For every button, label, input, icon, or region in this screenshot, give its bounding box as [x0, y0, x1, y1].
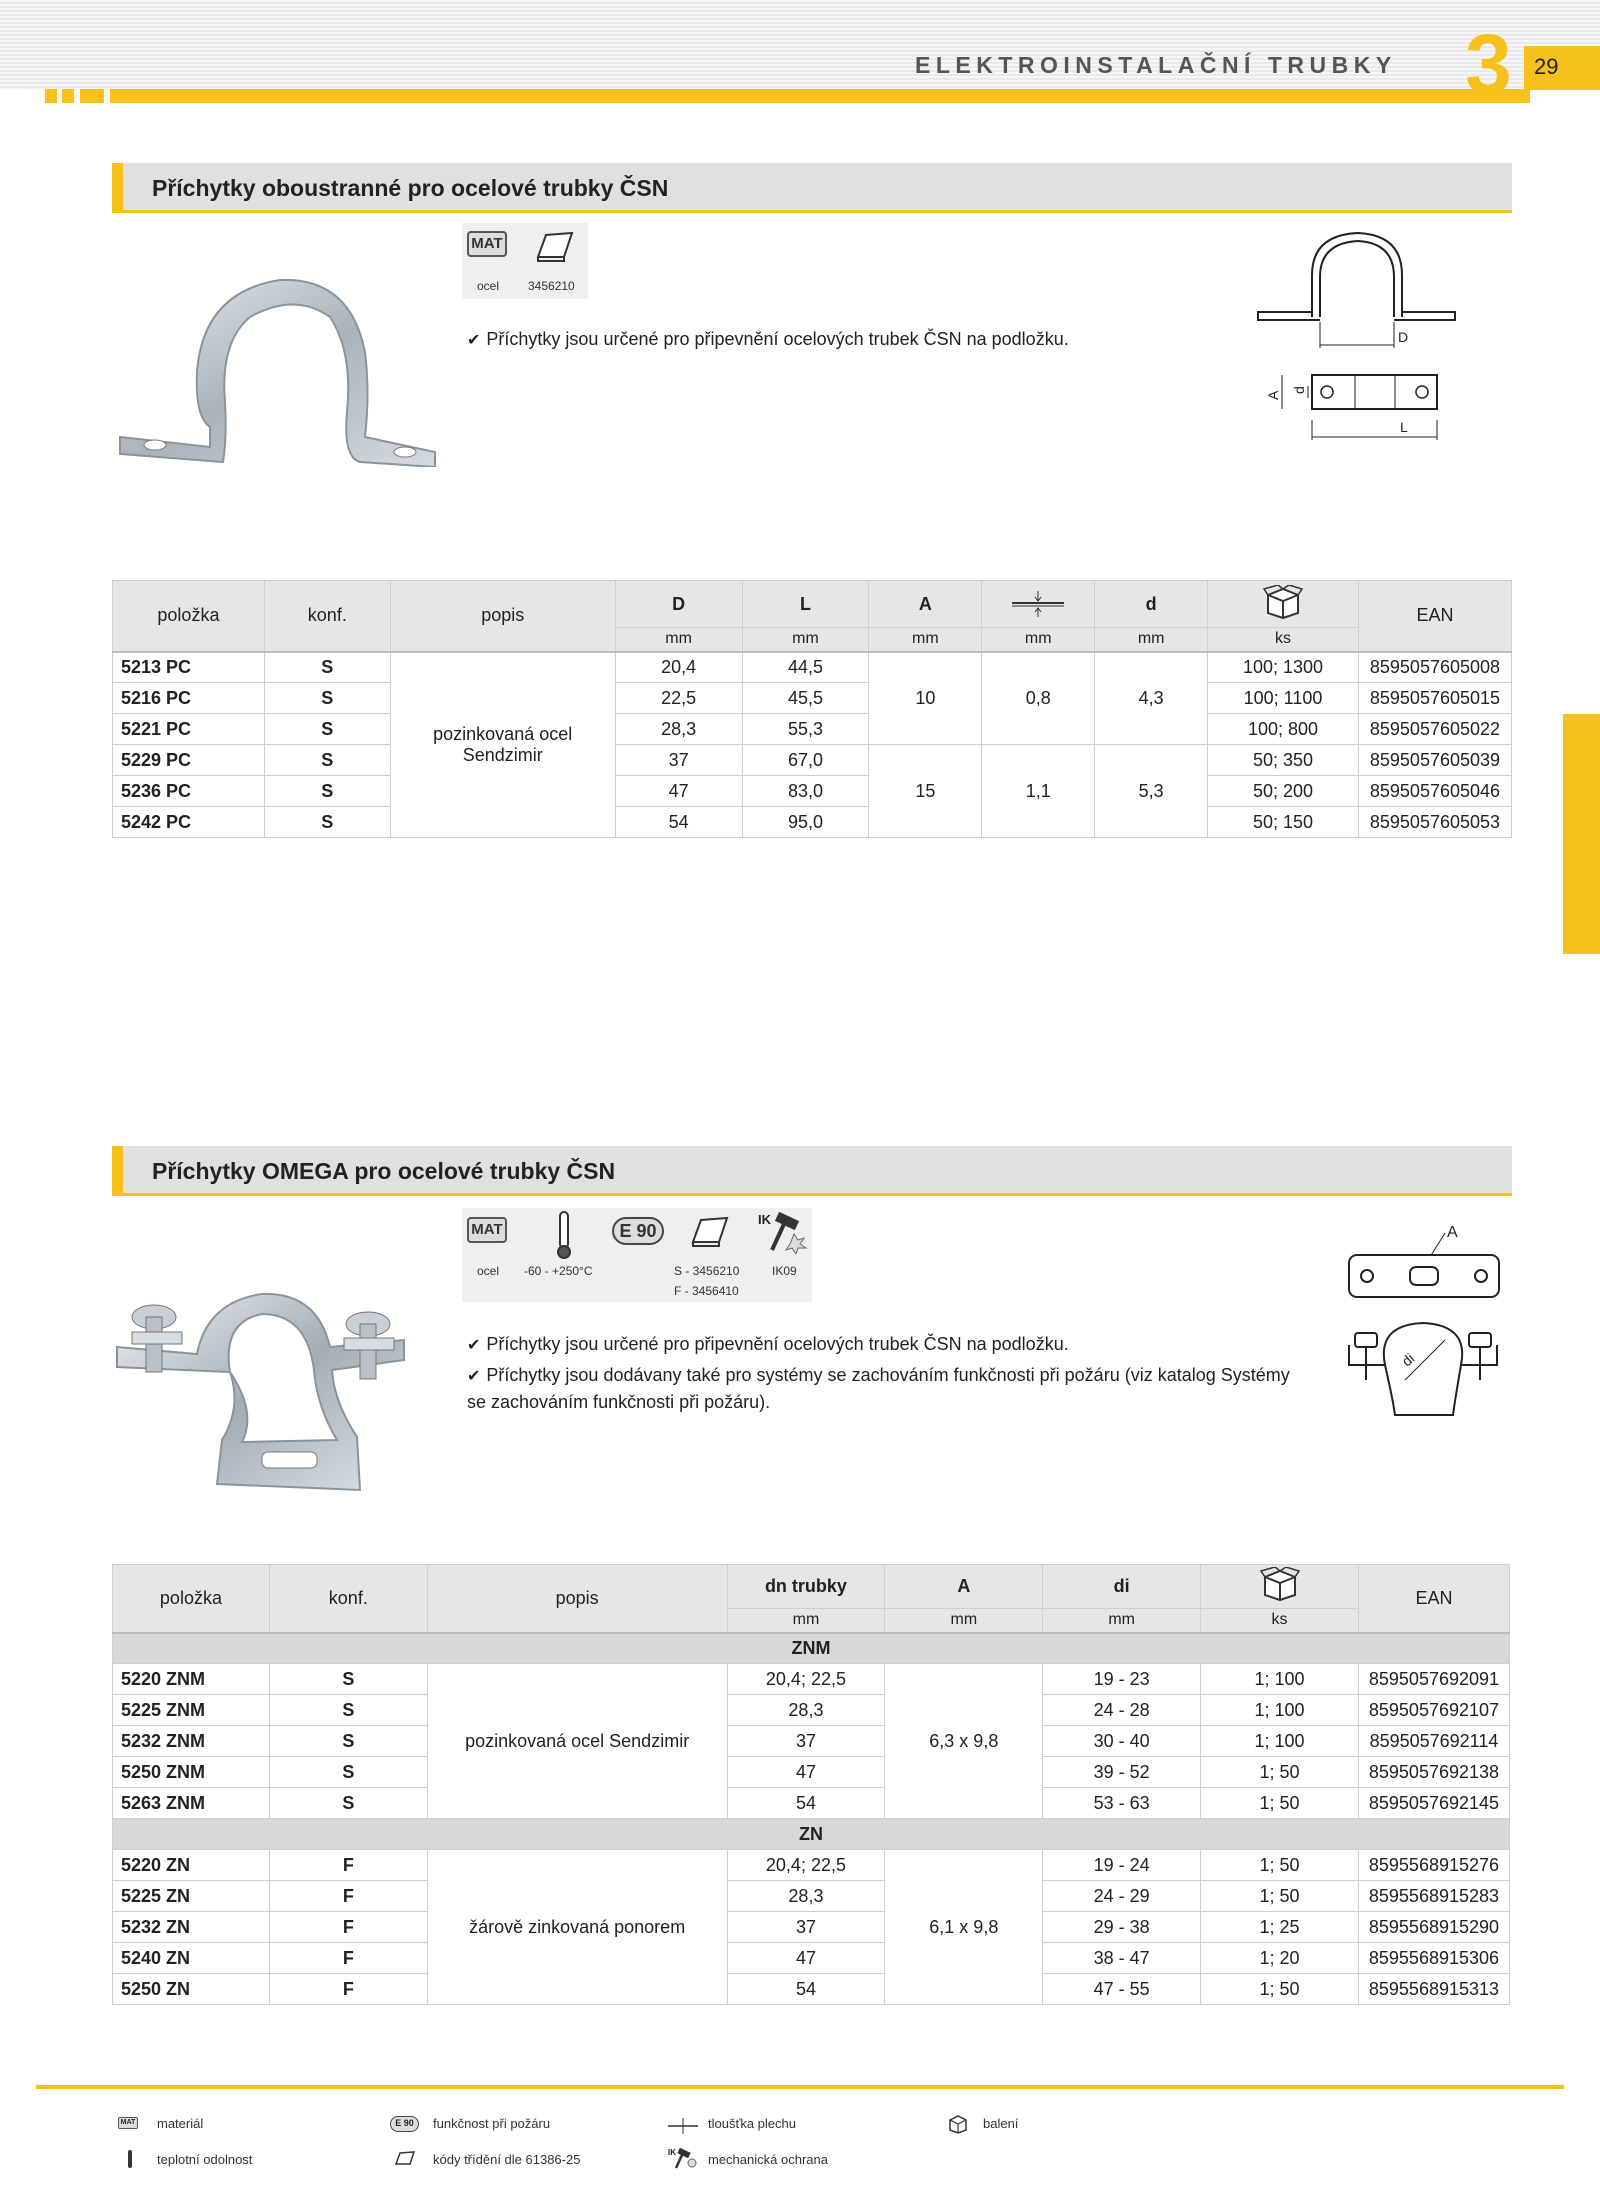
page-title: ELEKTROINSTALAČNÍ TRUBKY: [915, 52, 1397, 78]
unit-label: mm: [727, 1609, 885, 1633]
omega-dimension-drawing: [1335, 1215, 1510, 1425]
svg-text:A: A: [1447, 1224, 1458, 1241]
table-row: 5236 PC S 47 83,0 50; 200 8595057605046: [113, 776, 1512, 807]
codes-value: F - 3456410: [674, 1284, 739, 1298]
unit-label: mm: [742, 628, 869, 652]
col-header: di: [1043, 1565, 1201, 1609]
unit-label: ks: [1208, 628, 1359, 652]
description-cell: pozinkovaná ocel Sendzimir: [390, 652, 615, 838]
chapter-side-tab: [1563, 714, 1600, 954]
description-cell: žárově zinkovaná ponorem: [427, 1850, 727, 2005]
col-header: položka: [113, 1565, 270, 1633]
package-icon: [1208, 581, 1359, 628]
svg-text:IK: IK: [668, 2148, 676, 2157]
section-header: [112, 1146, 1512, 1196]
codes-value: 3456210: [528, 279, 575, 293]
col-header: A: [869, 581, 982, 628]
chapter-number: 3: [1465, 17, 1512, 111]
material-value: ocel: [477, 279, 500, 293]
table-row: 5221 PC S 28,3 55,3 100; 800 8595057605022: [113, 714, 1512, 745]
header-rule: [110, 89, 1530, 103]
impact-hammer-icon: [758, 1210, 810, 1254]
svg-text:A: A: [1265, 390, 1281, 400]
header-dash: [80, 89, 104, 103]
fire-resistance-icon: E 90: [390, 2116, 419, 2132]
col-header: A: [885, 1565, 1043, 1609]
dimension-drawing: [1240, 220, 1500, 440]
material-icon: MAT: [118, 2117, 138, 2129]
package-icon: [947, 2114, 969, 2134]
table-row: 5213 PC S pozinkovaná ocel Sendzimir 20,4 44,5 10 0,8 4,3 100; 1300 8595057605008: [113, 652, 1512, 683]
svg-text:di: di: [1398, 1350, 1418, 1370]
svg-text:IK: IK: [758, 1212, 771, 1227]
thickness-icon: [668, 2118, 698, 2134]
legend-fire: funkčnost při požáru: [433, 2116, 551, 2131]
section-header: [112, 163, 1512, 213]
table-row: 5232 ZNM S 37 30 - 40 1; 100 8595057692114: [113, 1726, 1510, 1757]
legend-material: materiál: [157, 2116, 204, 2131]
unit-label: mm: [982, 628, 1095, 652]
package-icon: [1201, 1565, 1359, 1609]
col-header: popis: [390, 581, 615, 652]
material-icon: MAT: [467, 231, 507, 257]
col-header: d: [1095, 581, 1208, 628]
table-row: 5220 ZNM S pozinkovaná ocel Sendzimir 20,4; 22,5 6,3 x 9,8 19 - 23 1; 100 8595057692091: [113, 1664, 1510, 1695]
codes-icon: [532, 227, 576, 265]
legend-packaging: balení: [983, 2116, 1019, 2131]
legend-thickness: tloušťka plechu: [708, 2116, 796, 2131]
col-header: dn trubky: [727, 1565, 885, 1609]
col-header: popis: [427, 1565, 727, 1633]
col-header: EAN: [1358, 1565, 1509, 1633]
description-cell: pozinkovaná ocel Sendzimir: [427, 1664, 727, 1819]
unit-label: mm: [1095, 628, 1208, 652]
header-dash: [62, 89, 74, 103]
product-table: [112, 1564, 1510, 2005]
table-row: 5240 ZN F 47 38 - 47 1; 20 8595568915306: [113, 1943, 1510, 1974]
unit-label: ks: [1201, 1609, 1359, 1633]
legend-temperature: teplotní odolnost: [157, 2152, 253, 2167]
legend-mechanical: mechanická ochrana: [708, 2152, 828, 2167]
page-number: 29: [1524, 46, 1600, 90]
table-row: 5263 ZNM S 54 53 - 63 1; 50 8595057692145: [113, 1788, 1510, 1819]
codes-icon: [687, 1212, 737, 1250]
feature-bullet-continuation: se zachováním funkčnosti při požáru).: [467, 1392, 771, 1412]
fire-resistance-icon: E 90: [612, 1217, 664, 1245]
unit-label: mm: [1043, 1609, 1201, 1633]
col-header: konf.: [264, 581, 390, 652]
table-row: 5225 ZNM S 28,3 24 - 28 1; 100 8595057692107: [113, 1695, 1510, 1726]
table-row: 5225 ZN F 28,3 24 - 29 1; 50 8595568915283: [113, 1881, 1510, 1912]
omega-clamp-photo: [112, 1262, 412, 1497]
thermometer-icon: [128, 2150, 132, 2168]
table-row: 5242 PC S 54 95,0 50; 150 8595057605053: [113, 807, 1512, 838]
table-row: 5232 ZN F 37 29 - 38 1; 25 8595568915290: [113, 1912, 1510, 1943]
temperature-value: -60 - +250°C: [524, 1264, 593, 1278]
table-row: 5229 PC S 37 67,0 15 1,1 5,3 50; 350 8595057605039: [113, 745, 1512, 776]
feature-bullet: ✔ Příchytky jsou určené pro připevnění ocelových trubek ČSN na podložku.: [467, 329, 1069, 349]
footer-rule: [36, 2085, 1564, 2089]
svg-text:D: D: [1398, 329, 1409, 345]
thermometer-icon: [554, 1210, 574, 1260]
header-dash: [45, 89, 57, 103]
col-header: položka: [113, 581, 265, 652]
table-row: 5216 PC S 22,5 45,5 100; 1100 8595057605015: [113, 683, 1512, 714]
legend-codes: kódy třídění dle 61386-25: [433, 2152, 581, 2167]
svg-text:L: L: [1400, 419, 1408, 435]
impact-value: IK09: [772, 1264, 797, 1278]
product-table: [112, 580, 1512, 838]
unit-label: mm: [615, 628, 742, 652]
section-title: Příchytky oboustranné pro ocelové trubky ČSN: [152, 175, 669, 201]
feature-bullet: ✔ Příchytky jsou dodávany také pro systémy se zachováním funkčnosti při požáru (viz katalog Systémy: [467, 1365, 1290, 1385]
feature-bullet: ✔ Příchytky jsou určené pro připevnění ocelových trubek ČSN na podložku.: [467, 1334, 1069, 1354]
table-row: 5250 ZNM S 47 39 - 52 1; 50 8595057692138: [113, 1757, 1510, 1788]
material-icon: MAT: [467, 1217, 507, 1243]
svg-text:d: d: [1291, 386, 1307, 394]
icon-panel: [462, 1208, 812, 1302]
col-header: konf.: [269, 1565, 427, 1633]
table-row: 5220 ZN F žárově zinkovaná ponorem 20,4; 22,5 6,1 x 9,8 19 - 24 1; 50 8595568915276: [113, 1850, 1510, 1881]
impact-hammer-icon: [668, 2146, 698, 2170]
thickness-icon: [982, 581, 1095, 628]
section-title: Příchytky OMEGA pro ocelové trubky ČSN: [152, 1158, 616, 1184]
col-header: EAN: [1358, 581, 1511, 652]
col-header: L: [742, 581, 869, 628]
col-header: D: [615, 581, 742, 628]
unit-label: mm: [869, 628, 982, 652]
clamp-photo: [115, 262, 450, 467]
group-row: ZNM: [113, 1633, 1510, 1664]
icon-panel: [462, 223, 588, 299]
group-row: ZN: [113, 1819, 1510, 1850]
codes-icon: [393, 2150, 417, 2168]
material-value: ocel: [477, 1264, 500, 1278]
codes-value: S - 3456210: [674, 1264, 740, 1278]
unit-label: mm: [885, 1609, 1043, 1633]
table-row: 5250 ZN F 54 47 - 55 1; 50 8595568915313: [113, 1974, 1510, 2005]
